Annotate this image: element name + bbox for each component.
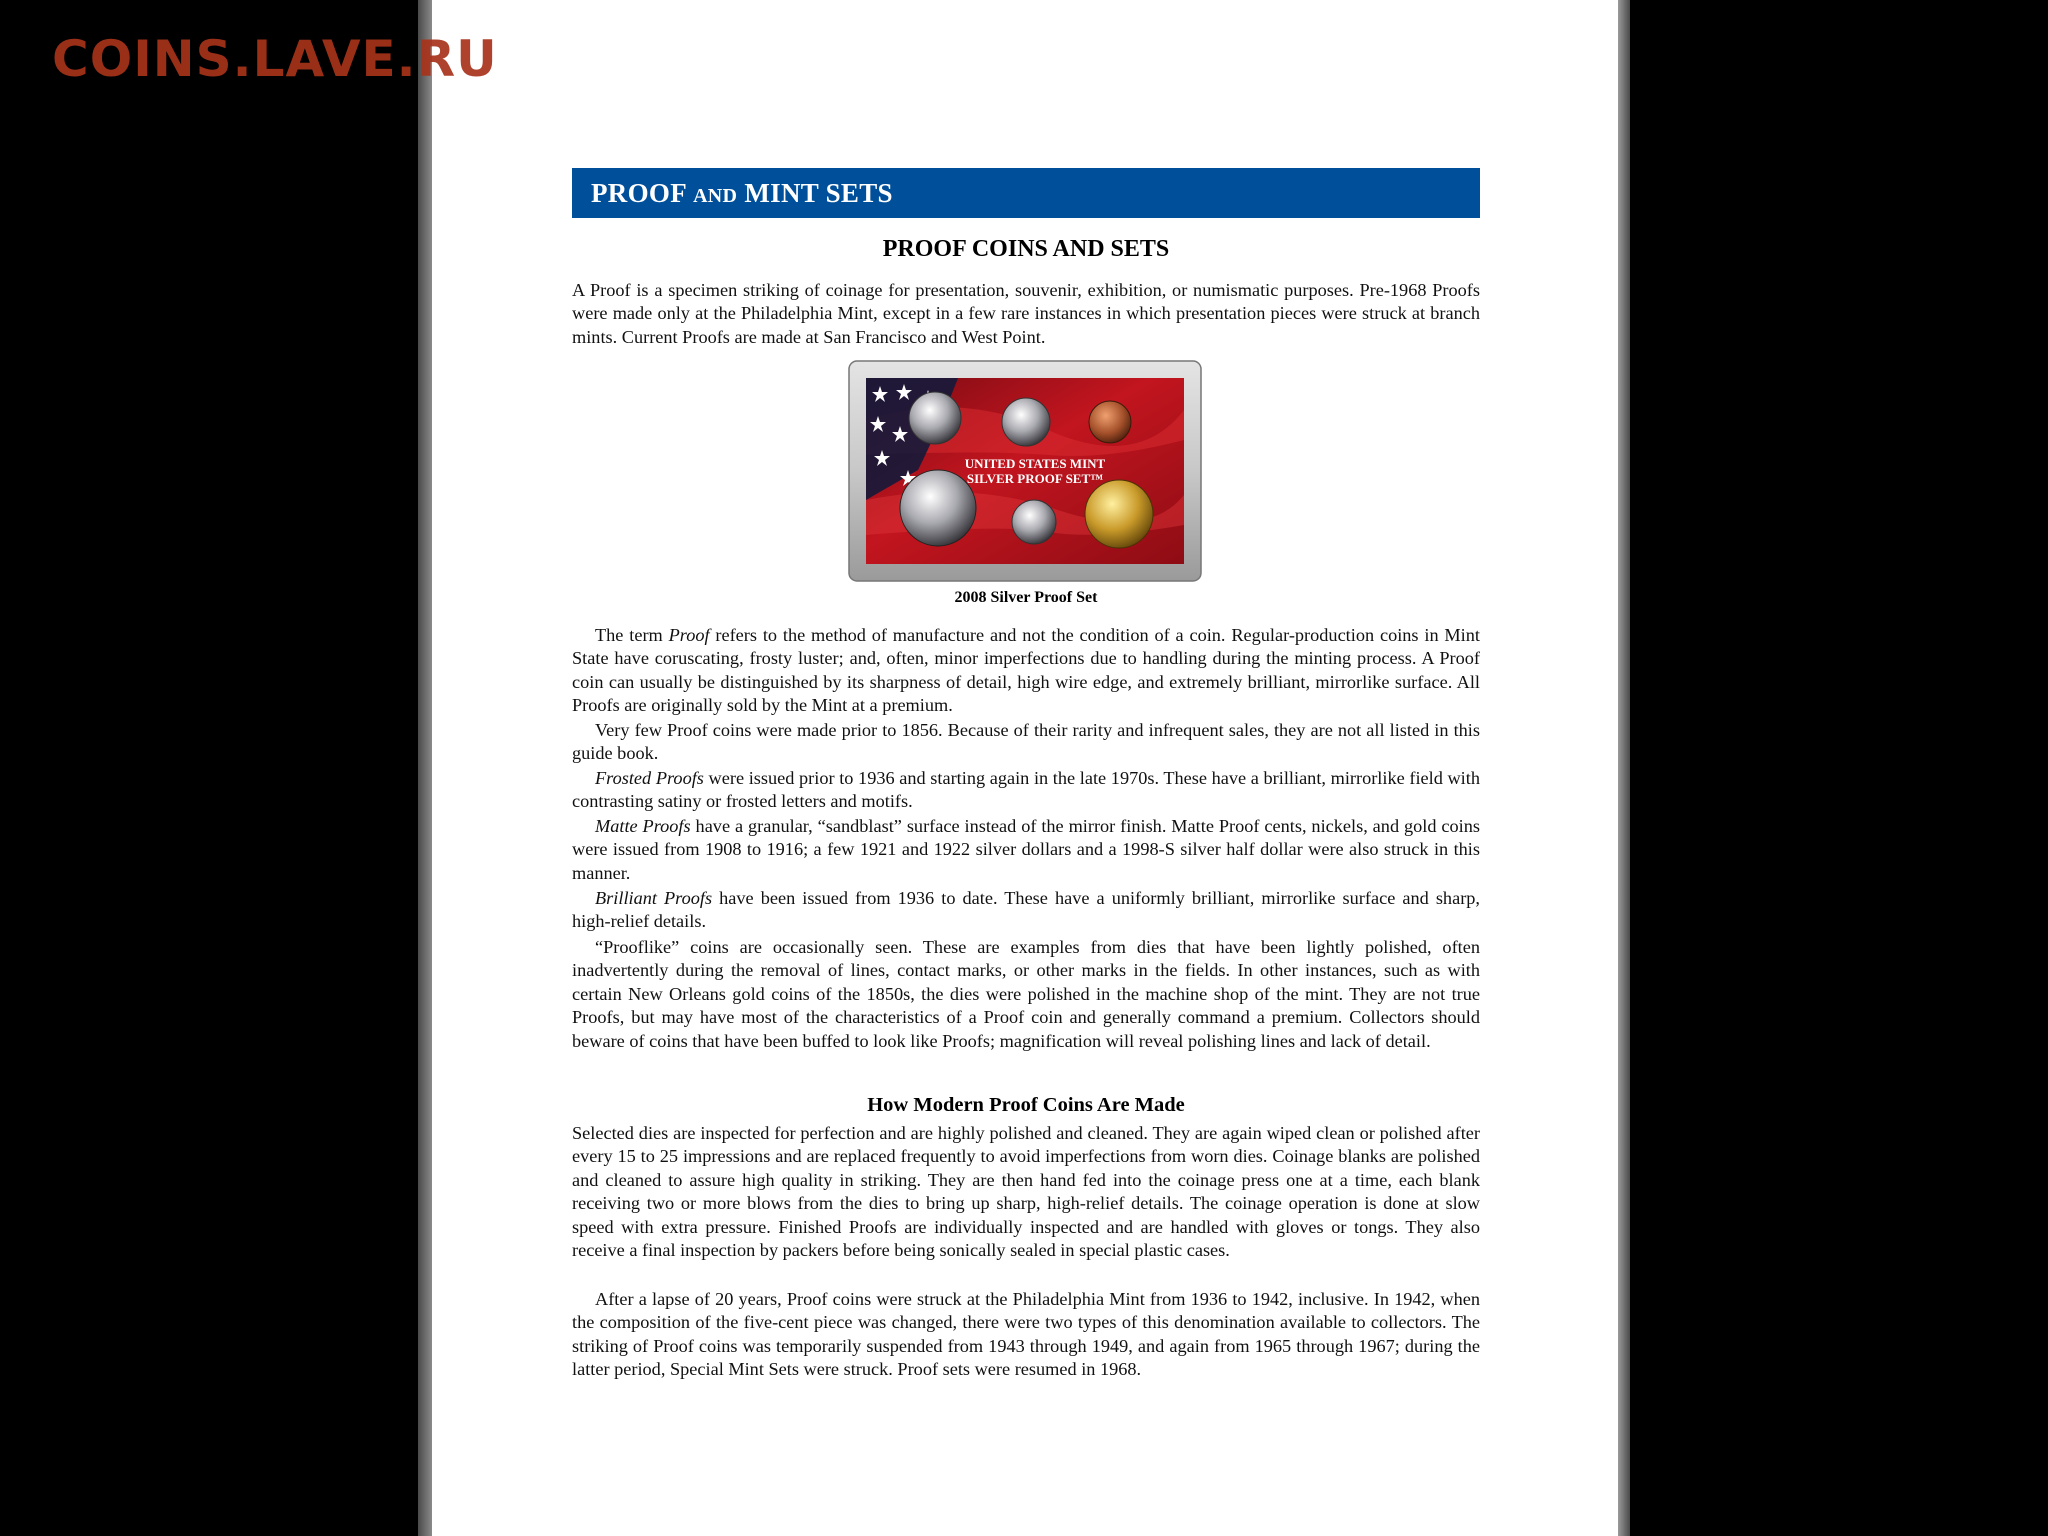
p3-term: Frosted Proofs	[595, 768, 704, 788]
section-header-bar	[572, 168, 1480, 218]
paragraph-matte-proofs	[572, 815, 1480, 885]
paragraph-few-proofs: Very few Proof coins were made prior to 1856. Because of their rarity and infrequent sales, they are not all listed in this guide book.	[572, 720, 1480, 764]
header-word-mint-sets: MINT SETS	[744, 178, 893, 208]
header-word-proof: PROOF	[591, 178, 686, 208]
imprint-line-2: SILVER PROOF SET™	[966, 471, 1104, 486]
paragraph-proof-definition	[572, 624, 1480, 718]
p5-text: have been issued from 1936 to date. These have a uniformly brilliant, mirrorlike surface and sharp, high-relief details.	[572, 888, 1480, 932]
paragraph-prooflike: “Prooflike” coins are occasionally seen. These are examples from dies that have been lightly polished, often inadvertently during the removal of lines, contact marks, or other marks in the fields. In other instances, such as with certain New Orleans gold coins of the 1850s, the dies were polished in the machine shop of the mint. They are not true Proofs, but may have most of the characteristics of a Proof coin and generally command a premium. Collectors should beware of coins that have been buffed to look like Proofs; magnification will reveal polishing lines and lack of detail.	[572, 937, 1480, 1051]
site-watermark: COINS.LAVE.RU	[52, 30, 498, 88]
imprint-line-1: UNITED STATES MINT	[964, 456, 1106, 471]
p1-term: Proof	[668, 625, 710, 645]
page-right-edge	[1618, 0, 1630, 1536]
paragraph-frosted-proofs	[572, 767, 1480, 814]
p1-text-a: The term	[595, 625, 669, 645]
figure-caption: 2008 Silver Proof Set	[954, 589, 1098, 606]
proof-set-image	[848, 360, 1202, 582]
paragraph-dies: Selected dies are inspected for perfection and are highly polished and cleaned. They are again wiped clean or polished after every 15 to 25 impressions and are replaced frequently to avoid imperfections from worn dies. Coinage blanks are polished and cleaned to assure high quality in striking. They are then hand fed into the coinage press one at a time, each blank receiving two or more blows from the dies to bring up sharp, high-relief details. The coinage operation is done at slow speed with extra pressure. Finished Proofs are individually inspected and are handled with gloves or tongs. They also receive a final inspection by packers before being sonically sealed in special plastic cases.	[572, 1123, 1480, 1261]
document-page	[432, 0, 1618, 1536]
page-left-edge	[418, 0, 432, 1536]
subheading-modern-proofs: How Modern Proof Coins Are Made	[867, 1094, 1185, 1116]
p5-term: Brilliant Proofs	[595, 888, 713, 908]
paragraph-history: After a lapse of 20 years, Proof coins were struck at the Philadelphia Mint from 1936 to 1942, inclusive. In 1942, when the composition of the five-cent piece was changed, there were two types of this denomination available to collectors. The striking of Proof coins was temporarily suspended from 1943 through 1949, and again from 1965 through 1967; during the latter period, Special Mint Sets were struck. Proof sets were resumed in 1968.	[572, 1289, 1480, 1380]
p4-text: have a granular, “sandblast” surface instead of the mirror finish. Matte Proof cents, nickels, and gold coins were issued from 1908 to 1916; a few 1921 and 1922 silver dollars and a 1998-S silver half dollar were also struck in this manner.	[572, 816, 1480, 883]
page-title: PROOF COINS AND SETS	[882, 236, 1170, 262]
p4-term: Matte Proofs	[595, 816, 691, 836]
p1-text-b: refers to the method of manufacture and not the condition of a coin. Regular-production coins in Mint State have coruscating, frosty luster; and, often, minor imperfections due to handling during the minting process. A Proof coin can usually be distinguished by its sharpness of detail, high wire edge, and extremely brilliant, mirrorlike surface. All Proofs are originally sold by the Mint at a premium.	[572, 625, 1480, 716]
header-word-and: AND	[693, 185, 738, 207]
paragraph-brilliant-proofs	[572, 887, 1480, 934]
p3-text: were issued prior to 1936 and starting again in the late 1970s. These have a brilliant, mirrorlike field with contrasting satiny or frosted letters and motifs.	[572, 768, 1480, 812]
intro-paragraph: A Proof is a specimen striking of coinage for presentation, souvenir, exhibition, or numismatic purposes. Pre-1968 Proofs were made only at the Philadelphia Mint, except in a few rare instances in which presentation pieces were struck at branch mints. Current Proofs are made at San Francisco and West Point.	[572, 280, 1480, 347]
